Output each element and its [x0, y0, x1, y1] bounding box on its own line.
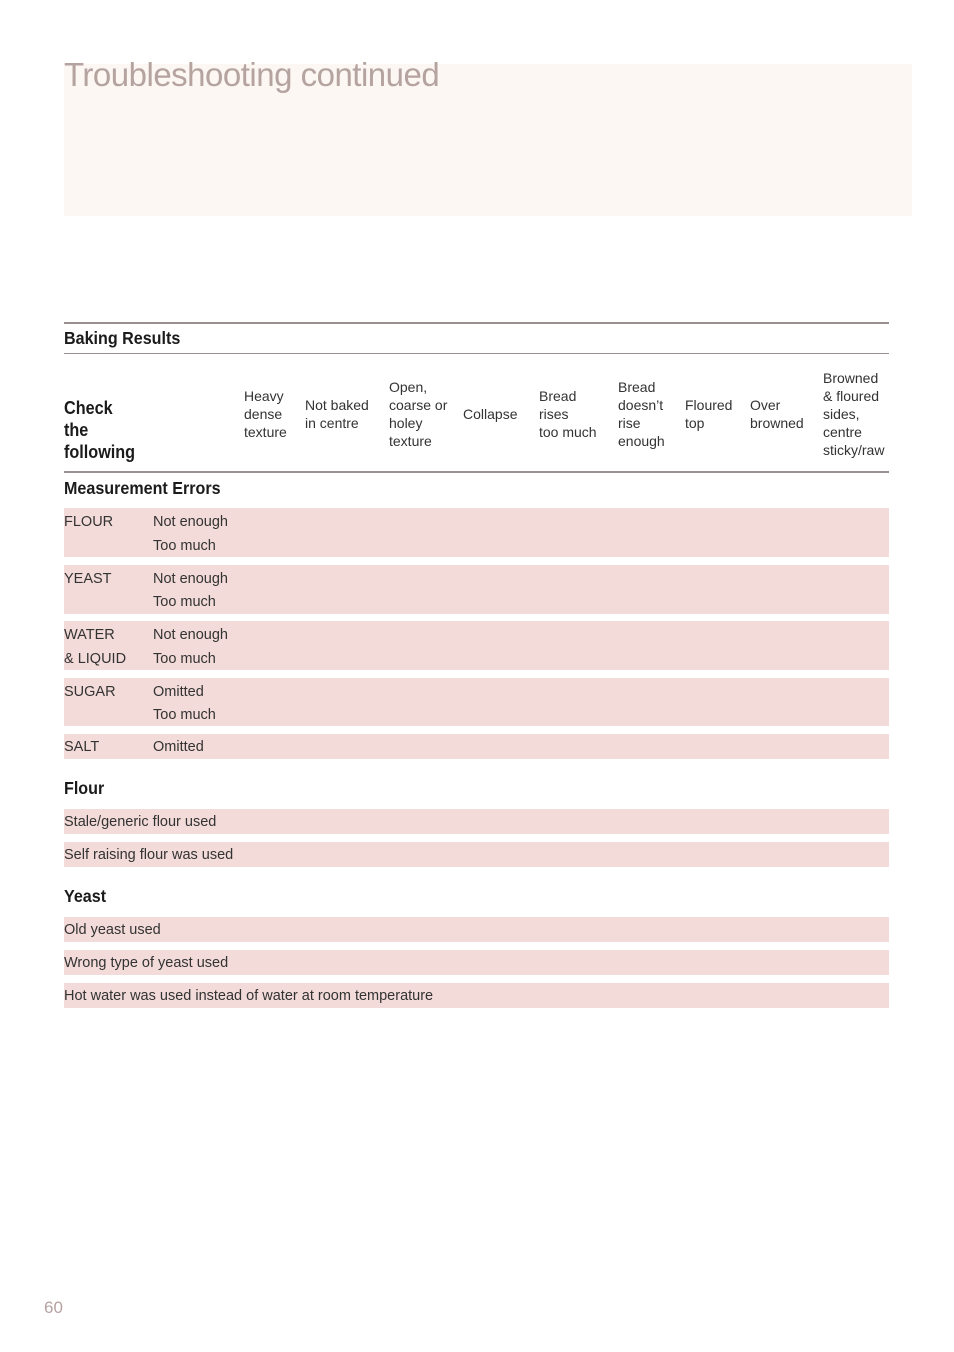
- top-rule: [64, 322, 889, 324]
- baking-results-title: Baking Results: [64, 328, 181, 348]
- column-header-browned-floured-sides: Browned & floured sides, centre sticky/raw: [823, 370, 885, 458]
- section-rule: [64, 353, 889, 354]
- row-option-label: Too much: [153, 707, 216, 723]
- table-row: [64, 842, 889, 867]
- column-header-bread-rises-too-much: Bread rises too much: [539, 388, 597, 440]
- table-row: [64, 983, 889, 1008]
- flour-section-title: Flour: [64, 778, 105, 798]
- row-option-label: Too much: [153, 538, 216, 554]
- row-option-label: Not enough: [153, 514, 228, 530]
- yeast-section-title: Yeast: [64, 886, 107, 906]
- page-number: 60: [44, 1298, 63, 1317]
- check-the-following-label: Check the following: [64, 398, 136, 462]
- table-row-water-liquid: [64, 621, 889, 670]
- column-header-bread-doesnt-rise-enough: Bread doesn’t rise enough: [618, 379, 665, 449]
- row-label: Old yeast used: [64, 922, 161, 938]
- page-title: Troubleshooting continued: [64, 56, 440, 93]
- row-item-label: YEAST: [64, 571, 112, 587]
- row-option-label: Not enough: [153, 571, 228, 587]
- row-item-label: SUGAR: [64, 684, 116, 700]
- row-item-label: SALT: [64, 739, 100, 755]
- row-item-label: & LIQUID: [64, 651, 127, 667]
- row-label: Hot water was used instead of water at room temperature: [64, 988, 434, 1004]
- table-row-flour: [64, 508, 889, 557]
- column-header-not-baked-in-centre: Not baked in centre: [305, 397, 369, 431]
- row-option-label: Omitted: [153, 739, 204, 755]
- row-label: Stale/generic flour used: [64, 814, 217, 830]
- header-bottom-rule: [64, 471, 889, 473]
- row-item-label: WATER: [64, 627, 115, 643]
- column-header-floured-top: Floured top: [685, 397, 733, 431]
- row-option-label: Too much: [153, 594, 216, 610]
- measurement-errors-title: Measurement Errors: [64, 478, 221, 498]
- row-item-label: FLOUR: [64, 514, 114, 530]
- row-option-label: Omitted: [153, 684, 204, 700]
- row-option-label: Too much: [153, 651, 216, 667]
- row-label: Self raising flour was used: [64, 847, 234, 863]
- row-option-label: Not enough: [153, 627, 228, 643]
- row-label: Wrong type of yeast used: [64, 955, 229, 971]
- table-row: [64, 809, 889, 834]
- table-row: [64, 917, 889, 942]
- table-row-sugar: [64, 678, 889, 726]
- column-header-over-browned: Over browned: [750, 397, 804, 431]
- table-row-salt: [64, 734, 889, 759]
- column-header-open-coarse-holey-texture: Open, coarse or holey texture: [389, 379, 448, 449]
- table-row-yeast: [64, 565, 889, 614]
- column-header-collapse: Collapse: [463, 406, 518, 422]
- table-row: [64, 950, 889, 975]
- column-header-heavy-dense-texture: Heavy dense texture: [244, 388, 287, 440]
